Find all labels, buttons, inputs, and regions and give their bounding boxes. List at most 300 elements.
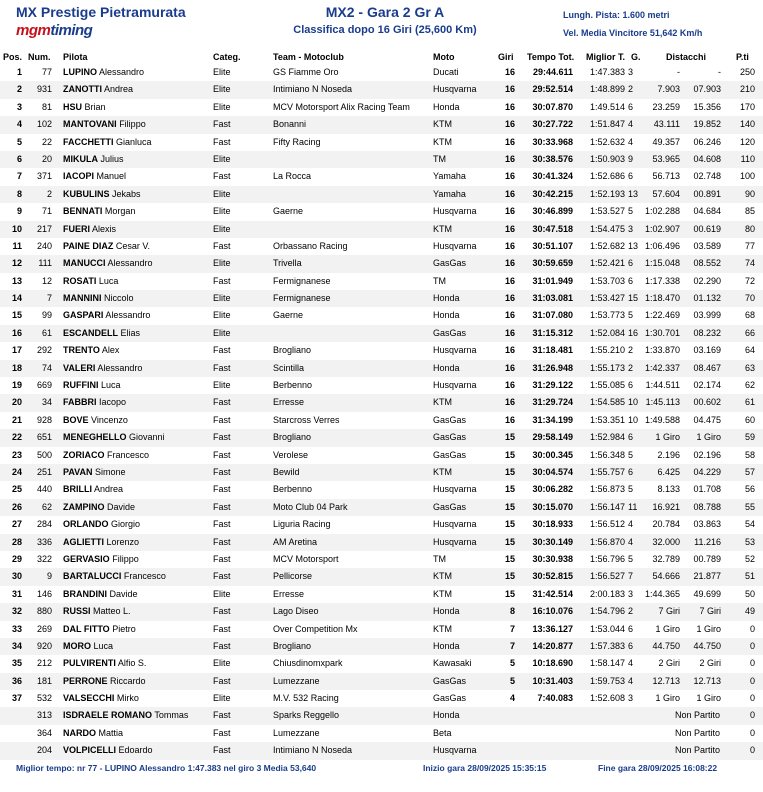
- cell-distacco-prev: 01.708: [693, 484, 721, 495]
- cell-giri: 16: [504, 67, 515, 77]
- cell-miglior-t: 1:54.796: [589, 606, 625, 617]
- cell-num: 669: [36, 380, 52, 391]
- cell-g: 3: [628, 223, 634, 234]
- cell-non-partito: Non Partito: [674, 727, 720, 738]
- cell-pti: 64: [744, 345, 755, 356]
- rider-last-name: MIKULA: [63, 153, 98, 164]
- cell-team: Liguria Racing: [273, 519, 331, 530]
- footer-race-end: Fine gara 28/09/2025 16:08:22: [598, 763, 718, 773]
- cell-pos: 15: [11, 310, 22, 321]
- cell-moto: Honda: [433, 101, 460, 112]
- cell-moto: Husqvarna: [433, 536, 477, 547]
- rider-first-name: Alex: [101, 345, 120, 356]
- rider-last-name: NARDO: [63, 727, 96, 738]
- cell-miglior-t: 1:52.632: [589, 136, 625, 147]
- col-categ: Categ.: [213, 52, 241, 62]
- cell-pos: 24: [11, 466, 22, 477]
- cell-pti: 68: [744, 310, 755, 321]
- cell-moto: KTM: [433, 397, 452, 408]
- cell-miglior-t: 1:53.773: [589, 310, 625, 321]
- cell-team: Over Competition Mx: [273, 623, 358, 634]
- cell-distacco-prev: 03.863: [693, 519, 721, 530]
- logo-part-mgm: mgm: [16, 22, 51, 39]
- cell-pos: 6: [16, 153, 22, 164]
- cell-categ: Fast: [213, 119, 231, 130]
- cell-pilota: [63, 151, 208, 168]
- rider-first-name: Cesar V.: [115, 240, 151, 251]
- cell-num: 532: [36, 693, 52, 704]
- cell-team: Chiusdinomxpark: [273, 658, 343, 669]
- rider-first-name: Morgan: [104, 206, 136, 217]
- cell-miglior-t: 1:59.753: [589, 675, 625, 686]
- rider-last-name: ORLANDO: [63, 519, 109, 530]
- cell-team: Lumezzane: [273, 675, 320, 686]
- cell-team: Starcross Verres: [273, 414, 340, 425]
- cell-num: 371: [36, 171, 52, 182]
- rider-last-name: ESCANDELL: [63, 327, 119, 338]
- table-row: [0, 307, 763, 324]
- cell-num: 181: [36, 675, 52, 686]
- cell-moto: TM: [433, 153, 446, 164]
- rider-last-name: HSU: [63, 101, 83, 112]
- cell-pti: 170: [739, 101, 755, 112]
- cell-distacco-leader: 43.111: [653, 119, 680, 130]
- cell-distacco-leader: 1 Giro: [655, 432, 680, 443]
- cell-giri: 4: [509, 693, 515, 704]
- classification-title: Classifica dopo 16 Giri (25,600 Km): [293, 24, 477, 36]
- table-row: [0, 603, 763, 620]
- cell-team: Trivella: [273, 258, 302, 269]
- cell-non-partito: Non Partito: [674, 710, 720, 721]
- cell-pti: 85: [744, 206, 755, 217]
- cell-distacco-prev: 21.877: [693, 571, 721, 582]
- cell-moto: Husqvarna: [433, 380, 477, 391]
- cell-categ: Fast: [213, 710, 231, 721]
- table-header: [0, 50, 763, 64]
- cell-pilota: [63, 568, 208, 585]
- cell-g: 11: [628, 501, 638, 512]
- cell-distacco-prev: 00.602: [693, 397, 721, 408]
- cell-pti: 0: [749, 623, 755, 634]
- cell-pti: 0: [749, 727, 755, 738]
- cell-moto: KTM: [433, 466, 452, 477]
- cell-giri: 5: [509, 658, 515, 669]
- cell-giri: 16: [504, 153, 515, 164]
- cell-distacco-prev: 11.216: [694, 536, 721, 547]
- cell-distacco-leader: 49.357: [652, 136, 680, 147]
- cell-pilota: [63, 290, 208, 307]
- cell-categ: Elite: [213, 327, 231, 338]
- cell-pilota: [63, 273, 208, 290]
- table-row: [0, 255, 763, 272]
- rider-last-name: AGLIETTI: [63, 536, 104, 547]
- cell-pilota: [63, 81, 208, 98]
- cell-pti: 49: [744, 606, 755, 617]
- cell-miglior-t: 1:54.585: [589, 397, 625, 408]
- cell-giri: 15: [504, 553, 515, 564]
- rider-last-name: VOLPICELLI: [63, 745, 117, 756]
- cell-distacco-leader: 32.789: [652, 553, 680, 564]
- cell-moto: GasGas: [433, 693, 467, 704]
- cell-team: Bonanni: [273, 119, 307, 130]
- cell-moto: KTM: [433, 588, 452, 599]
- cell-pilota: [63, 168, 208, 185]
- cell-miglior-t: 1:52.682: [589, 240, 625, 251]
- rider-last-name: ZANOTTI: [63, 84, 102, 95]
- cell-pilota: [63, 203, 208, 220]
- cell-tempo-tot: 31:18.481: [532, 345, 573, 356]
- cell-giri: 15: [504, 449, 515, 460]
- cell-giri: 15: [504, 519, 515, 530]
- rider-last-name: FABBRI: [63, 397, 97, 408]
- cell-non-partito: Non Partito: [674, 745, 720, 756]
- cell-pos: 7: [16, 171, 22, 182]
- cell-distacco-leader: 6.425: [657, 466, 680, 477]
- cell-moto: TM: [433, 275, 446, 286]
- cell-pos: 8: [16, 188, 22, 199]
- cell-pos: 1: [16, 67, 22, 77]
- col-pilota: Pilota: [63, 52, 88, 62]
- cell-categ: Fast: [213, 171, 231, 182]
- rider-first-name: Jekabs: [112, 188, 141, 199]
- rider-last-name: FACCHETTI: [63, 136, 114, 147]
- cell-pos: 4: [16, 119, 22, 130]
- cell-distacco-leader: 7.903: [657, 84, 680, 95]
- rider-first-name: Riccardo: [110, 675, 146, 686]
- cell-pti: 80: [744, 223, 755, 234]
- cell-pilota: [63, 464, 208, 481]
- cell-giri: 15: [504, 588, 515, 599]
- cell-pilota: [63, 116, 208, 133]
- cell-g: 6: [628, 432, 634, 443]
- cell-pti: 0: [749, 640, 755, 651]
- cell-team: Intimiano N Noseda: [273, 84, 353, 95]
- cell-pos: 19: [11, 380, 22, 391]
- cell-team: Pellicorse: [273, 571, 313, 582]
- cell-team: Gaerne: [273, 206, 304, 217]
- rider-first-name: Filippo: [119, 119, 146, 130]
- rider-last-name: PAVAN: [63, 466, 93, 477]
- cell-team: GS Fiamme Oro: [273, 67, 339, 77]
- cell-categ: Elite: [213, 153, 231, 164]
- cell-distacco-prev: 07.903: [693, 84, 721, 95]
- table-row: [0, 586, 763, 603]
- cell-categ: Elite: [213, 188, 231, 199]
- cell-pos: 17: [11, 345, 22, 356]
- cell-distacco-leader: -: [677, 67, 680, 77]
- cell-pti: 51: [744, 571, 755, 582]
- table-row: [0, 516, 763, 533]
- cell-distacco-leader: 1:02.907: [644, 223, 680, 234]
- cell-categ: Fast: [213, 397, 231, 408]
- cell-g: 6: [628, 171, 634, 182]
- header-center: [240, 4, 530, 36]
- cell-miglior-t: 1:56.147: [589, 501, 625, 512]
- cell-giri: 16: [504, 397, 515, 408]
- cell-pilota: [63, 221, 208, 238]
- cell-team: Moto Club 04 Park: [273, 501, 348, 512]
- cell-distacco-leader: 12.713: [652, 675, 680, 686]
- cell-pos: 22: [11, 432, 22, 443]
- col-pos: Pos.: [2, 52, 22, 62]
- rider-first-name: Niccolo: [104, 293, 134, 304]
- table-row: [0, 221, 763, 238]
- cell-categ: Fast: [213, 345, 231, 356]
- cell-moto: Yamaha: [433, 188, 466, 199]
- cell-team: MCV Motorsport: [273, 553, 339, 564]
- cell-categ: Fast: [213, 449, 231, 460]
- cell-num: 7: [46, 293, 52, 304]
- rider-first-name: Luca: [101, 380, 121, 391]
- cell-g: 3: [628, 693, 634, 704]
- cell-distacco-leader: 8.133: [657, 484, 680, 495]
- cell-team: Berbenno: [273, 484, 313, 495]
- cell-distacco-leader: 57.604: [652, 188, 680, 199]
- table-row: [0, 134, 763, 151]
- cell-moto: KTM: [433, 223, 452, 234]
- cell-distacco-prev: 08.552: [693, 258, 721, 269]
- cell-pilota: [63, 134, 208, 151]
- cell-distacco-leader: 23.259: [652, 101, 680, 112]
- rider-last-name: IACOPI: [63, 171, 95, 182]
- cell-categ: Fast: [213, 466, 231, 477]
- cell-moto: GasGas: [433, 449, 467, 460]
- cell-distacco-leader: 1 Giro: [655, 693, 680, 704]
- cell-num: 880: [36, 606, 52, 617]
- rider-last-name: PAINE DIAZ: [63, 240, 114, 251]
- cell-miglior-t: 1:57.383: [589, 640, 625, 651]
- rider-first-name: Francesco: [123, 571, 166, 582]
- cell-team: Fermignanese: [273, 275, 331, 286]
- cell-team: Gaerne: [273, 310, 304, 321]
- cell-distacco-leader: 54.666: [652, 571, 680, 582]
- cell-pti: 110: [740, 153, 755, 164]
- cell-moto: Husqvarna: [433, 345, 477, 356]
- cell-distacco-leader: 1:02.288: [644, 206, 680, 217]
- cell-moto: Husqvarna: [433, 206, 477, 217]
- cell-distacco-prev: 03.169: [693, 345, 721, 356]
- cell-miglior-t: 1:56.527: [589, 571, 625, 582]
- cell-tempo-tot: 14:20.877: [532, 640, 573, 651]
- cell-miglior-t: 1:48.899: [589, 84, 625, 95]
- cell-tempo-tot: 30:07.870: [532, 101, 573, 112]
- table-row: [0, 725, 763, 742]
- table-row: [0, 116, 763, 133]
- rider-first-name: Andrea: [94, 484, 124, 495]
- cell-tempo-tot: 30:30.149: [532, 536, 573, 547]
- cell-num: 336: [36, 536, 52, 547]
- cell-distacco-leader: 1:17.338: [644, 275, 680, 286]
- rider-first-name: Julius: [100, 153, 124, 164]
- table-row: [0, 290, 763, 307]
- cell-distacco-leader: 1:49.588: [644, 414, 680, 425]
- cell-tempo-tot: 30:18.933: [532, 519, 573, 530]
- cell-num: 928: [36, 414, 52, 425]
- cell-categ: Fast: [213, 484, 231, 495]
- cell-num: 99: [41, 310, 52, 321]
- cell-g: 16: [628, 327, 639, 338]
- table-row: [0, 464, 763, 481]
- cell-miglior-t: 1:53.044: [589, 623, 625, 634]
- cell-moto: Husqvarna: [433, 240, 477, 251]
- col-tempo-tot: Tempo Tot.: [527, 52, 575, 62]
- rider-first-name: Brian: [84, 101, 106, 112]
- cell-g: 4: [628, 519, 634, 530]
- cell-g: 13: [628, 240, 639, 251]
- rider-first-name: Elias: [120, 327, 141, 338]
- cell-g: 4: [628, 658, 634, 669]
- table-row: [0, 673, 763, 690]
- cell-g: 6: [628, 258, 634, 269]
- rider-first-name: Iacopo: [99, 397, 127, 408]
- cell-giri: 16: [504, 240, 515, 251]
- table-row: [0, 481, 763, 498]
- cell-tempo-tot: 16:10.076: [532, 606, 573, 617]
- cell-distacco-prev: 00.619: [693, 223, 721, 234]
- cell-distacco-leader: 16.921: [652, 501, 680, 512]
- cell-giri: 15: [504, 571, 515, 582]
- cell-pti: 52: [744, 553, 755, 564]
- cell-num: 77: [41, 67, 52, 77]
- rider-last-name: MANTOVANI: [63, 119, 117, 130]
- cell-pti: 0: [749, 693, 755, 704]
- table-row: [0, 568, 763, 585]
- cell-distacco-leader: 20.784: [652, 519, 680, 530]
- cell-distacco-prev: 44.750: [693, 640, 721, 651]
- rider-first-name: Simone: [95, 466, 126, 477]
- cell-tempo-tot: 30:41.324: [532, 171, 573, 182]
- rider-last-name: MENEGHELLO: [63, 432, 127, 443]
- cell-categ: Elite: [213, 293, 231, 304]
- cell-team: AM Aretina: [273, 536, 318, 547]
- table-row: [0, 638, 763, 655]
- cell-num: 217: [36, 223, 52, 234]
- cell-pti: 120: [739, 136, 755, 147]
- cell-num: 22: [41, 136, 52, 147]
- rider-last-name: BRANDINI: [63, 588, 107, 599]
- cell-team: Brogliano: [273, 432, 312, 443]
- cell-num: 204: [36, 745, 52, 756]
- rider-last-name: KUBULINS: [63, 188, 110, 199]
- rider-first-name: Mattia: [98, 727, 124, 738]
- cell-pti: 90: [744, 188, 755, 199]
- cell-pti: 55: [744, 501, 755, 512]
- cell-distacco-leader: 2.196: [657, 449, 680, 460]
- cell-pilota: [63, 516, 208, 533]
- cell-categ: Fast: [213, 640, 231, 651]
- cell-categ: Elite: [213, 310, 231, 321]
- cell-num: 284: [36, 519, 52, 530]
- cell-distacco-prev: 1 Giro: [696, 432, 721, 443]
- col-num: Num.: [28, 52, 51, 62]
- cell-g: 6: [628, 380, 634, 391]
- cell-num: 9: [46, 571, 52, 582]
- rider-first-name: Davide: [109, 588, 138, 599]
- rider-first-name: Luca: [93, 640, 114, 651]
- cell-tempo-tot: 31:42.514: [532, 588, 573, 599]
- cell-distacco-prev: 01.132: [693, 293, 721, 304]
- cell-g: 4: [628, 119, 634, 130]
- rider-first-name: Alessandro: [99, 67, 145, 77]
- cell-pilota: [63, 360, 208, 377]
- cell-num: 102: [36, 119, 52, 130]
- cell-pilota: [63, 621, 208, 638]
- cell-tempo-tot: 30:59.659: [532, 258, 573, 269]
- cell-giri: 8: [509, 606, 515, 617]
- rider-first-name: Giorgio: [111, 519, 141, 530]
- cell-miglior-t: 1:56.873: [589, 484, 625, 495]
- cell-giri: 16: [504, 101, 515, 112]
- cell-pti: 56: [744, 484, 755, 495]
- cell-distacco-prev: 02.174: [693, 380, 721, 391]
- cell-categ: Fast: [213, 623, 231, 634]
- cell-categ: Fast: [213, 519, 231, 530]
- table-row: [0, 377, 763, 394]
- table-row: [0, 551, 763, 568]
- cell-moto: GasGas: [433, 675, 467, 686]
- cell-team: Verolese: [273, 449, 309, 460]
- cell-tempo-tot: 31:07.080: [532, 310, 573, 321]
- rider-last-name: BOVE: [63, 414, 89, 425]
- cell-categ: Fast: [213, 362, 231, 373]
- cell-g: 3: [628, 67, 634, 77]
- rider-first-name: Alfio S.: [117, 658, 147, 669]
- cell-g: 13: [628, 188, 639, 199]
- cell-pti: 70: [744, 293, 755, 304]
- header-left: [16, 4, 186, 39]
- cell-pos: 20: [11, 397, 22, 408]
- cell-distacco-prev: 12.713: [693, 675, 721, 686]
- cell-categ: Fast: [213, 136, 231, 147]
- cell-moto: GasGas: [433, 414, 467, 425]
- col-pti: P.ti: [736, 52, 749, 62]
- cell-pti: 60: [744, 414, 755, 425]
- cell-pilota: [63, 551, 208, 568]
- cell-pos: 31: [11, 588, 22, 599]
- cell-distacco-prev: 00.789: [693, 553, 721, 564]
- cell-giri: 16: [504, 119, 515, 130]
- cell-miglior-t: 1:55.173: [589, 362, 625, 373]
- cell-pti: 50: [744, 588, 755, 599]
- cell-g: 6: [628, 466, 634, 477]
- cell-tempo-tot: 31:15.312: [532, 327, 573, 338]
- cell-pilota: [63, 742, 208, 759]
- cell-distacco-leader: 1 Giro: [655, 623, 680, 634]
- cell-tempo-tot: 31:29.724: [532, 397, 573, 408]
- cell-pti: 210: [739, 84, 755, 95]
- cell-moto: GasGas: [433, 501, 467, 512]
- cell-distacco-prev: 00.891: [693, 188, 721, 199]
- cell-team: Intimiano N Noseda: [273, 745, 353, 756]
- cell-g: 10: [628, 414, 639, 425]
- table-row: [0, 412, 763, 429]
- cell-pilota: [63, 481, 208, 498]
- cell-categ: Fast: [213, 432, 231, 443]
- cell-pilota: [63, 534, 208, 551]
- cell-miglior-t: 1:53.351: [589, 414, 625, 425]
- cell-pos: 26: [11, 501, 22, 512]
- cell-pilota: [63, 307, 208, 324]
- col-team: Team - Motoclub: [273, 52, 344, 62]
- cell-miglior-t: 1:53.427: [589, 293, 625, 304]
- cell-pilota: [63, 673, 208, 690]
- cell-giri: 16: [504, 258, 515, 269]
- cell-team: Lago Diseo: [273, 606, 319, 617]
- cell-tempo-tot: 30:27.722: [532, 119, 573, 130]
- cell-pti: 54: [744, 519, 755, 530]
- rider-first-name: Giovanni: [129, 432, 165, 443]
- cell-miglior-t: 1:56.796: [589, 553, 625, 564]
